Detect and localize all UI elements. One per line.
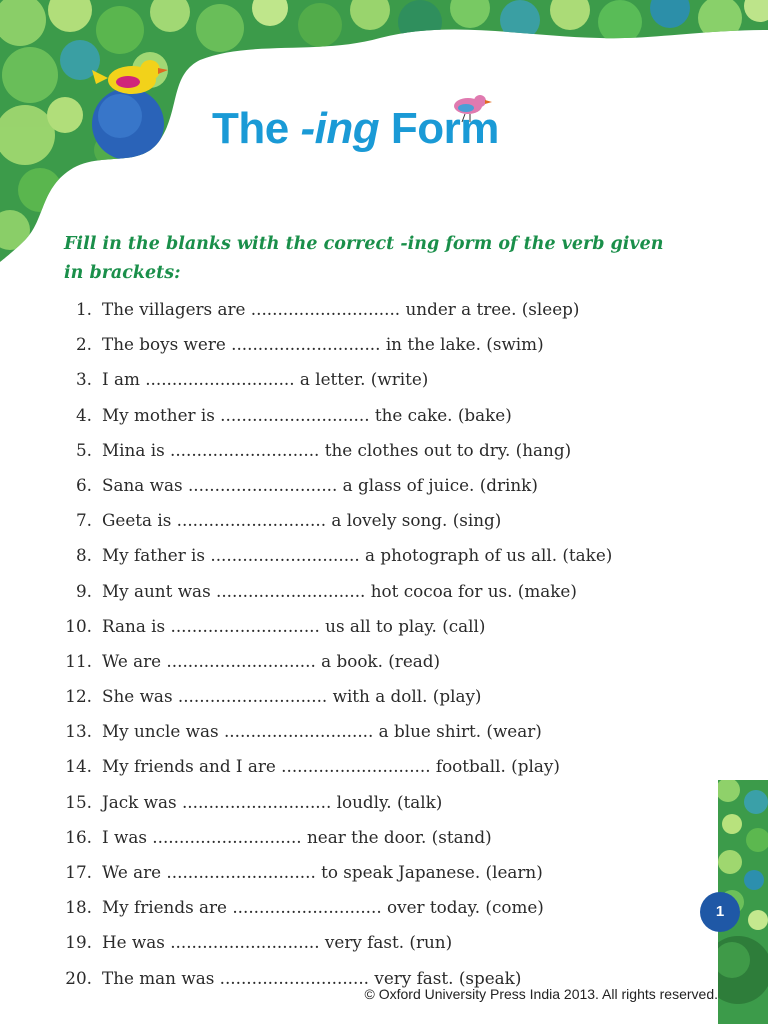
question-item: 8. My father is ............................ a photograph of us all. (take) bbox=[75, 545, 613, 566]
question-item: 9. My aunt was ............................ hot cocoa for us. (make) bbox=[75, 580, 577, 601]
question-item: 11. We are ............................ a book. (read) bbox=[65, 650, 441, 671]
question-item: 5. Mina is ............................ the clothes out to dry. (hang) bbox=[75, 439, 572, 460]
question-item: 19. He was ............................ very fast. (run) bbox=[65, 932, 453, 953]
question-item: 14. My friends and I are ............................ football. (play) bbox=[65, 756, 560, 777]
copyright-footer: © Oxford University Press India 2013. All rights reserved. bbox=[364, 986, 718, 1002]
question-item: 4. My mother is ............................ the cake. (bake) bbox=[75, 404, 512, 425]
page-number-badge: 1 bbox=[700, 892, 740, 932]
question-item: 13. My uncle was ............................ a blue shirt. (wear) bbox=[65, 721, 542, 742]
instruction-text: Fill in the blanks with the correct -ing form of the verb given in brackets: bbox=[64, 234, 664, 283]
question-item: 17. We are ............................ to speak Japanese. (learn) bbox=[65, 862, 543, 882]
question-item: 3. I am ............................ a letter. (write) bbox=[75, 369, 429, 390]
question-item: 16. I was ............................ near the door. (stand) bbox=[65, 826, 492, 847]
question-item: 18. My friends are ............................ over today. (come) bbox=[65, 897, 544, 918]
question-item: 15. Jack was ............................ loudly. (talk) bbox=[65, 791, 443, 812]
question-item: 20. The man was ............................ very fast. (speak) bbox=[65, 967, 522, 988]
question-item: 10. Rana is ............................ us all to play. (call) bbox=[65, 615, 486, 636]
question-item: 2. The boys were ............................ in the lake. (swim) bbox=[75, 334, 544, 355]
question-item: 1. The villagers are ............................ under a tree. (sleep) bbox=[75, 299, 580, 319]
page-title: The -ing Form bbox=[212, 104, 499, 153]
question-item: 6. Sana was ............................ a glass of juice. (drink) bbox=[75, 474, 538, 495]
question-item: 12. She was ............................ with a doll. (play) bbox=[65, 686, 482, 707]
question-item: 7. Geeta is ............................ a lovely song. (sing) bbox=[75, 510, 502, 531]
question-list bbox=[0, 292, 700, 996]
